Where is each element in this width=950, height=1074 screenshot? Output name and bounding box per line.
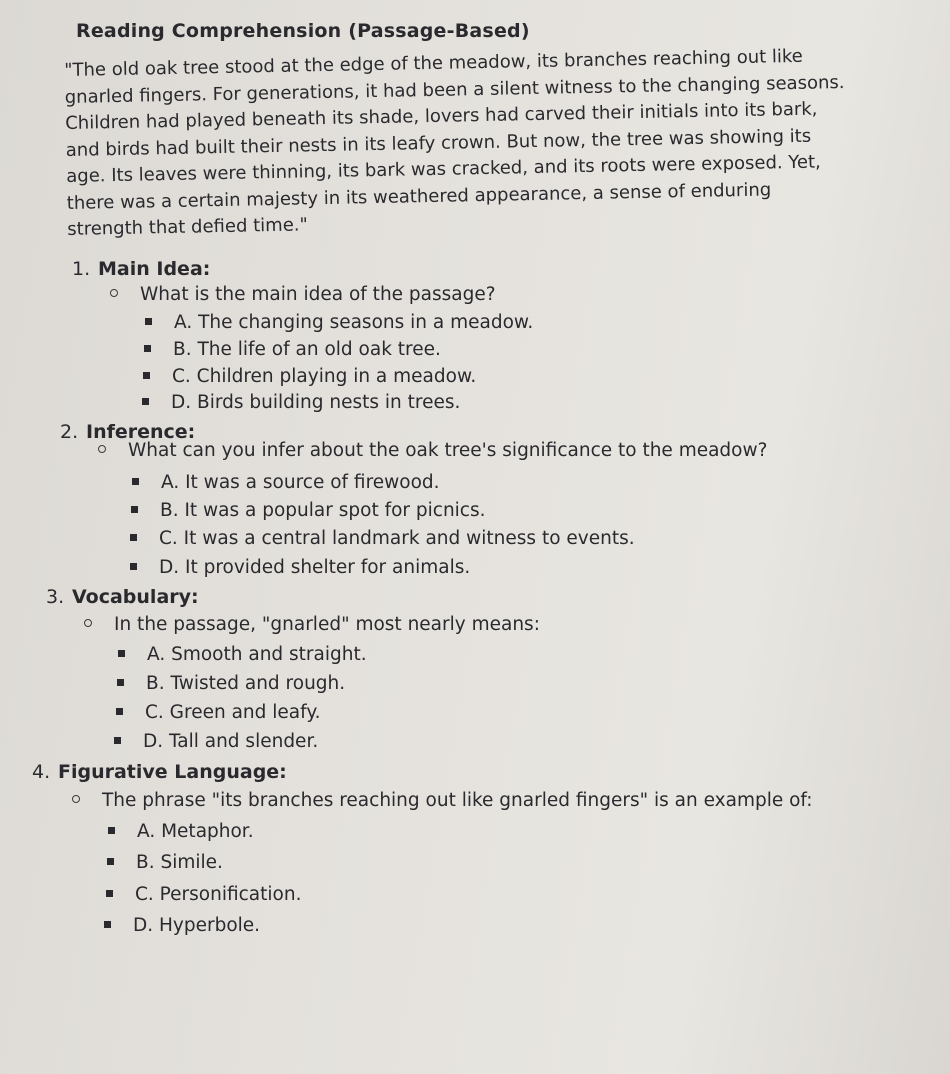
question-number: 2. bbox=[60, 421, 79, 443]
question-1-option-b bbox=[144, 339, 441, 360]
square-bullet-icon bbox=[130, 563, 137, 570]
question-1-heading bbox=[72, 258, 210, 280]
question-3-prompt bbox=[84, 614, 540, 635]
question-number: 4. bbox=[32, 761, 51, 783]
question-4-heading bbox=[32, 761, 287, 783]
hollow-bullet-icon bbox=[110, 289, 118, 297]
question-3-option-b bbox=[117, 673, 345, 694]
square-bullet-icon bbox=[108, 827, 115, 834]
passage-line: there was a certain majesty in its weathered appearance, a sense of enduring bbox=[66, 178, 772, 214]
question-heading-label: Inference: bbox=[86, 421, 196, 443]
square-bullet-icon bbox=[142, 398, 149, 405]
square-bullet-icon bbox=[130, 534, 137, 541]
question-heading-label: Figurative Language: bbox=[58, 761, 287, 783]
question-4-option-b bbox=[107, 852, 223, 873]
question-4-option-a bbox=[108, 821, 254, 842]
hollow-bullet-icon bbox=[84, 619, 92, 627]
question-1-option-c bbox=[143, 366, 476, 387]
square-bullet-icon bbox=[104, 921, 111, 928]
square-bullet-icon bbox=[114, 737, 121, 744]
question-3-option-a bbox=[118, 644, 367, 665]
option-text: B. Twisted and rough. bbox=[146, 673, 346, 694]
question-2-option-b bbox=[131, 500, 486, 521]
worksheet-title: Reading Comprehension (Passage-Based) bbox=[76, 20, 530, 42]
passage-line: "The old oak tree stood at the edge of the meadow, its branches reaching out like bbox=[64, 45, 803, 81]
question-number: 3. bbox=[46, 586, 65, 608]
square-bullet-icon bbox=[116, 708, 123, 715]
square-bullet-icon bbox=[131, 506, 138, 513]
square-bullet-icon bbox=[107, 858, 114, 865]
question-heading-label: Vocabulary: bbox=[72, 586, 199, 608]
option-text: A. Metaphor. bbox=[137, 821, 254, 842]
question-4-option-c bbox=[106, 884, 301, 905]
square-bullet-icon bbox=[144, 345, 151, 352]
passage-line: strength that defied time." bbox=[67, 214, 308, 240]
option-text: D. Birds building nests in trees. bbox=[171, 392, 461, 413]
square-bullet-icon bbox=[145, 318, 152, 325]
square-bullet-icon bbox=[118, 650, 125, 657]
question-2-option-a bbox=[132, 472, 440, 493]
option-text: D. Tall and slender. bbox=[143, 731, 319, 752]
square-bullet-icon bbox=[143, 372, 150, 379]
question-heading-label: Main Idea: bbox=[98, 258, 211, 280]
question-4-option-d bbox=[104, 915, 260, 936]
option-text: B. Simile. bbox=[136, 852, 223, 873]
question-1-prompt bbox=[110, 284, 496, 305]
option-text: A. It was a source of firewood. bbox=[161, 472, 440, 493]
option-text: B. The life of an old oak tree. bbox=[173, 339, 441, 360]
question-number: 1. bbox=[72, 258, 91, 280]
square-bullet-icon bbox=[132, 478, 139, 485]
hollow-bullet-icon bbox=[72, 795, 80, 803]
question-3-option-d bbox=[114, 731, 318, 752]
hollow-bullet-icon bbox=[98, 445, 106, 453]
question-2-option-d bbox=[130, 557, 470, 578]
question-2-option-c bbox=[130, 528, 635, 549]
passage-line: age. Its leaves were thinning, its bark was cracked, and its roots were exposed. Yet, bbox=[66, 151, 821, 187]
question-prompt-text: The phrase "its branches reaching out like gnarled fingers" is an example of: bbox=[102, 790, 813, 811]
question-3-option-c bbox=[116, 702, 321, 723]
passage-line: and birds had built their nests in its leafy crown. But now, the tree was showing its bbox=[65, 125, 812, 161]
question-2-prompt bbox=[98, 440, 767, 461]
question-3-heading bbox=[46, 586, 199, 608]
option-text: C. Green and leafy. bbox=[145, 702, 321, 723]
option-text: C. Children playing in a meadow. bbox=[172, 366, 477, 387]
question-prompt-text: In the passage, "gnarled" most nearly means: bbox=[114, 614, 540, 635]
question-4-prompt bbox=[72, 790, 813, 811]
option-text: A. Smooth and straight. bbox=[147, 644, 367, 665]
question-prompt-text: What is the main idea of the passage? bbox=[140, 284, 496, 305]
question-1-option-d bbox=[142, 392, 460, 413]
question-1-option-a bbox=[145, 312, 533, 333]
square-bullet-icon bbox=[106, 890, 113, 897]
option-text: D. Hyperbole. bbox=[133, 915, 261, 936]
passage-line: gnarled fingers. For generations, it had been a silent witness to the changing seasons. bbox=[64, 71, 845, 108]
option-text: C. It was a central landmark and witness to events. bbox=[159, 528, 635, 549]
option-text: D. It provided shelter for animals. bbox=[159, 557, 471, 578]
option-text: B. It was a popular spot for picnics. bbox=[160, 500, 486, 521]
question-prompt-text: What can you infer about the oak tree's significance to the meadow? bbox=[128, 440, 768, 461]
square-bullet-icon bbox=[117, 679, 124, 686]
option-text: C. Personification. bbox=[135, 884, 302, 905]
option-text: A. The changing seasons in a meadow. bbox=[174, 312, 534, 333]
passage bbox=[64, 42, 912, 244]
passage-line: Children had played beneath its shade, lovers had carved their initials into its bark, bbox=[65, 98, 818, 134]
